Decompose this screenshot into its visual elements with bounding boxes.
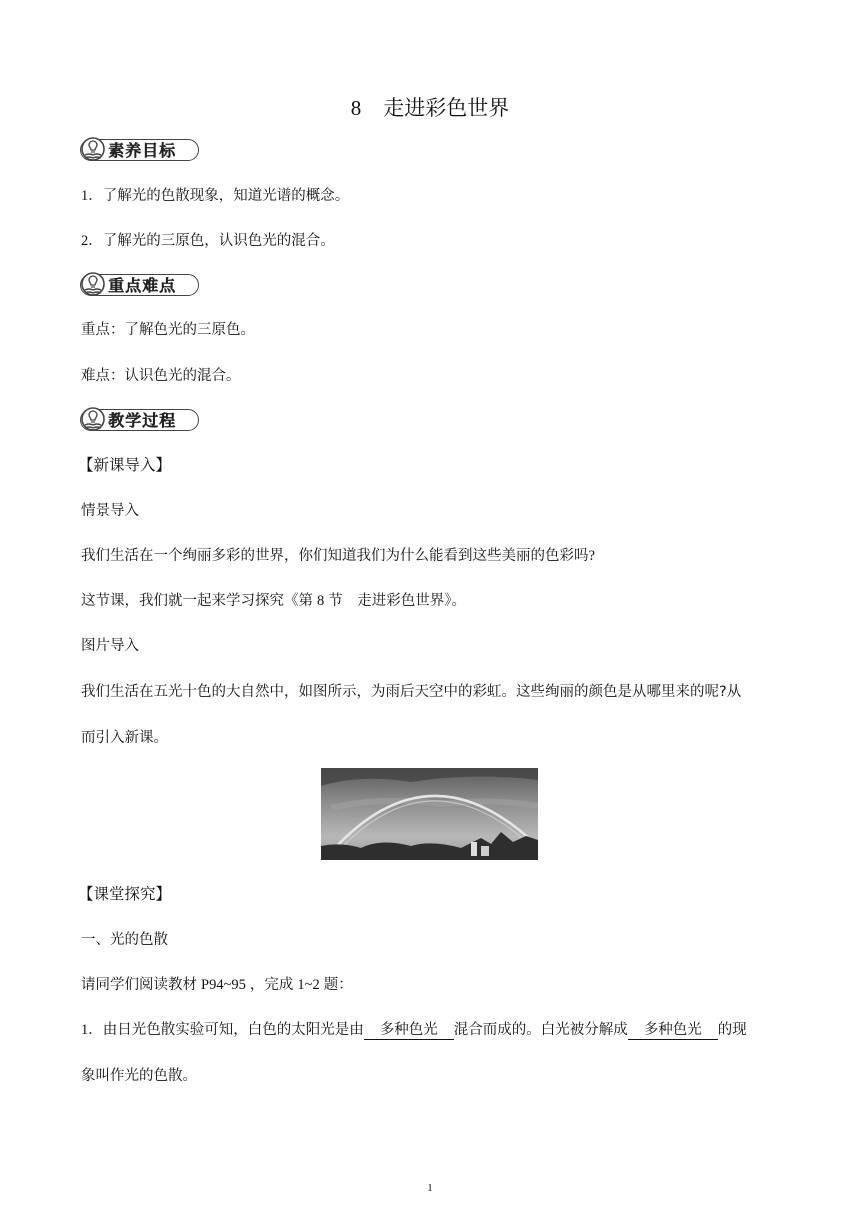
badge-label: 素养目标 xyxy=(108,141,177,160)
key-difficulty: 难点：认识色光的混合。 xyxy=(81,368,241,384)
page-number: 1 xyxy=(427,1182,433,1194)
answer-blank-1: 多种色光 xyxy=(364,1022,454,1040)
picture-text-line2: 而引入新课。 xyxy=(81,730,168,746)
question-1-line1: 1．由日光色散实验可知，白色的太阳光是由 多种色光 混合而成的。白光被分解成 多种色光 的现 xyxy=(81,1022,747,1038)
scene-heading: 情景导入 xyxy=(81,503,139,519)
intro-heading: 【新课导入】 xyxy=(78,456,172,474)
picture-text-line1: 我们生活在五光十色的大自然中，如图所示，为雨后天空中的彩虹。这些绚丽的颜色是从哪里来的呢?从 xyxy=(81,684,742,700)
rainbow-photo xyxy=(321,768,538,860)
answer-blank-2: 多种色光 xyxy=(628,1022,718,1040)
key-focus: 重点：了解色光的三原色。 xyxy=(81,322,255,338)
question-1-line2: 象叫作光的色散。 xyxy=(81,1068,197,1084)
title-text: 走进彩色世界 xyxy=(383,96,510,120)
explore-instruction: 请同学们阅读教材 P94~95 ，完成 1~2 题： xyxy=(81,977,353,993)
goal-item-1: 1．了解光的色散现象，知道光谱的概念。 xyxy=(81,188,350,204)
bulb-book-icon xyxy=(80,271,106,299)
picture-heading: 图片导入 xyxy=(81,638,139,654)
page-title xyxy=(0,92,860,122)
lesson-text: 这节课，我们就一起来学习探究《第 8 节 走进彩色世界》。 xyxy=(81,593,466,609)
section-badge-key-points xyxy=(80,274,199,296)
bulb-book-icon xyxy=(80,406,106,434)
title-number: 8 xyxy=(350,96,362,120)
section-badge-goals xyxy=(80,139,199,161)
badge-label: 重点难点 xyxy=(108,276,177,295)
section-badge-process xyxy=(80,409,199,431)
goal-item-2: 2．了解光的三原色，认识色光的混合。 xyxy=(81,233,335,249)
badge-label: 教学过程 xyxy=(108,411,177,430)
explore-sub1: 一、光的色散 xyxy=(81,932,168,948)
scene-text: 我们生活在一个绚丽多彩的世界，你们知道我们为什么能看到这些美丽的色彩吗? xyxy=(81,548,595,564)
bulb-book-icon xyxy=(80,136,106,164)
explore-heading: 【课堂探究】 xyxy=(78,885,172,903)
